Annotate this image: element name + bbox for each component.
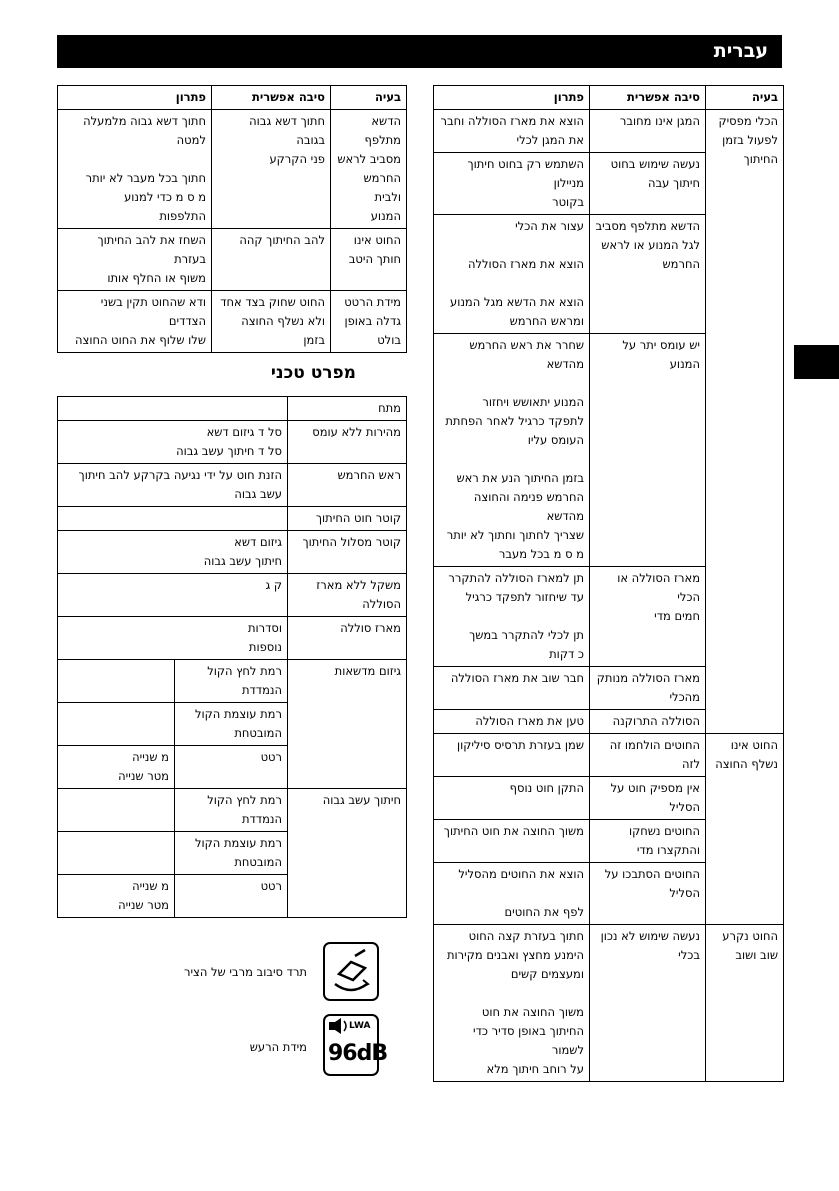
spec-value: ק ג bbox=[58, 574, 288, 617]
spec-group-label: חיתוך עשב גבוה bbox=[288, 789, 407, 918]
cause-cell: החוטים נשחקו והתקצרו מדי bbox=[590, 820, 706, 863]
spec-value bbox=[58, 397, 288, 421]
spec-label: קוטר חוט החיתוך bbox=[288, 507, 407, 531]
table-row bbox=[58, 229, 407, 291]
solution-cell: שחרר את ראש החרמש מהדשא המנוע יתאושש ויחזור לתפקד כרגיל לאחר הפחתת העומס עליו בזמן החיתוך הנע את ראש החרמש פנימה והחוצה מהדשא שצריך לחתוך וחתוך לא יותר מ ס מ בכל מעבר bbox=[434, 334, 590, 567]
spec-sub-label: רטט bbox=[175, 746, 288, 789]
table-row bbox=[434, 110, 784, 153]
spec-row bbox=[58, 464, 407, 507]
cause-cell: הסוללה התרוקנה bbox=[590, 710, 706, 734]
spec-label: מהירות ללא עומס bbox=[288, 421, 407, 464]
cause-cell: מארז הסוללה מנותק מהכלי bbox=[590, 667, 706, 710]
solution-cell: עצור את הכלי הוצא את מארז הסוללה הוצא את הדשא מגל המנוע ומראש החרמש bbox=[434, 215, 590, 334]
cause-cell: להב החיתוך קהה bbox=[212, 229, 331, 291]
specs-title: מפרט טכני bbox=[270, 363, 356, 383]
solution-cell: השחז את להב החיתוך בעזרת משוף או החלף אותו bbox=[58, 229, 212, 291]
troubleshooting-table-main bbox=[433, 85, 784, 1082]
spec-sub-label: רמת עוצמת הקול המובטחת bbox=[175, 703, 288, 746]
spec-value bbox=[58, 507, 288, 531]
cause-cell: נעשה שימוש בחוט חיתוך עבה bbox=[590, 153, 706, 215]
spec-sub-label: רמת עוצמת הקול המובטחת bbox=[175, 832, 288, 875]
noise-db-value: 96dB bbox=[328, 1041, 388, 1066]
spec-sub-value: מ שנייה מטר שנייה bbox=[58, 746, 175, 789]
spec-label: מתח bbox=[288, 397, 407, 421]
problem-cell: החוט נקרע שוב ושוב bbox=[706, 925, 784, 1082]
spec-sub-value bbox=[58, 660, 175, 703]
problem-cell: הכלי מפסיק לפעול בזמן החיתוך bbox=[706, 110, 784, 734]
problem-cell: מידת הרטט גדלה באופן בולט bbox=[331, 291, 407, 353]
table-header-row bbox=[58, 86, 407, 110]
specs-table bbox=[57, 396, 407, 918]
column-header: פתרון bbox=[434, 86, 590, 110]
solution-cell: התקן חוט נוסף bbox=[434, 777, 590, 820]
spec-sub-value bbox=[58, 703, 175, 746]
spec-row bbox=[58, 507, 407, 531]
solution-cell: תן למארז הסוללה להתקרר עד שיחזור לתפקד כרגיל תן לכלי להתקרר במשך כ דקות bbox=[434, 567, 590, 667]
solution-cell: חתוך בעזרת קצה החוט הימנע מחצץ ואבנים מקירות ומעצמים קשים משוך החוצה את חוט החיתוך באופן סדיר כדי לשמור על רוחב חיתוך מלא bbox=[434, 925, 590, 1082]
spec-row bbox=[58, 531, 407, 574]
cause-cell: אין מספיק חוט על הסליל bbox=[590, 777, 706, 820]
language-header bbox=[57, 35, 782, 68]
spec-label: משקל ללא מארז הסוללה bbox=[288, 574, 407, 617]
lwa-label: LWA bbox=[349, 1021, 371, 1031]
column-header: בעיה bbox=[706, 86, 784, 110]
spec-sub-label: רמת לחץ הקול הנמדדת bbox=[175, 660, 288, 703]
problem-cell: החוט אינו חותך היטב bbox=[331, 229, 407, 291]
solution-cell: משוך החוצה את חוט החיתוך bbox=[434, 820, 590, 863]
column-header: פתרון bbox=[58, 86, 212, 110]
solution-cell: טען את מארז הסוללה bbox=[434, 710, 590, 734]
solution-cell: חתוך דשא גבוה מלמעלה למטה חתוך בכל מעבר לא יותר מ ס מ כדי למנוע התלפפות bbox=[58, 110, 212, 229]
spec-label: קוטר מסלול החיתוך bbox=[288, 531, 407, 574]
cause-cell: החוט שחוק בצד אחד ולא נשלף החוצה בזמן bbox=[212, 291, 331, 353]
problem-cell: החוט אינו נשלף החוצה bbox=[706, 734, 784, 925]
spec-sub-label: רטט bbox=[175, 875, 288, 918]
table-row bbox=[58, 110, 407, 229]
cause-cell: נעשה שימוש לא נכון בכלי bbox=[590, 925, 706, 1082]
table-row bbox=[58, 291, 407, 353]
spec-value: וסדרות נוספות bbox=[58, 617, 288, 660]
cause-cell: הדשא מתלפף מסביב לגל המנוע או לראש החרמש bbox=[590, 215, 706, 334]
solution-cell: הוצא את מארז הסוללה וחבר את המגן לכלי bbox=[434, 110, 590, 153]
table-header-row bbox=[434, 86, 784, 110]
solution-cell: הוצא את החוטים מהסליל לפף את החוטים bbox=[434, 863, 590, 925]
spec-sub-value bbox=[58, 832, 175, 875]
spec-group-row bbox=[58, 660, 407, 703]
cause-cell: החוטים הולחמו זה לזה bbox=[590, 734, 706, 777]
cause-cell: חתוך דשא גבוה בגובה פני הקרקע bbox=[212, 110, 331, 229]
solution-cell: ודא שהחוט תקין בשני הצדדים שלו שלוף את החוט החוצה bbox=[58, 291, 212, 353]
column-header: סיבה אפשרית bbox=[590, 86, 706, 110]
troubleshooting-table-continued bbox=[57, 85, 407, 353]
noise-level-icon bbox=[323, 1014, 388, 1076]
problem-cell: הדשא מתלפף מסביב לראש החרמש ולבית המנוע bbox=[331, 110, 407, 229]
rotation-direction-label: תרד סיבוב מרבי של הציר bbox=[183, 965, 307, 979]
spec-value: סל ד גיזום דשא סל ד חיתוך עשב גבוה bbox=[58, 421, 288, 464]
rotation-direction-icon bbox=[323, 942, 379, 1001]
cause-cell: יש עומס יתר על המנוע bbox=[590, 334, 706, 567]
spec-sub-value bbox=[58, 789, 175, 832]
solution-cell: חבר שוב את מארז הסוללה bbox=[434, 667, 590, 710]
spec-row bbox=[58, 397, 407, 421]
cause-cell: מארז הסוללה או הכלי חמים מדי bbox=[590, 567, 706, 667]
solution-cell: השתמש רק בחוט חיתוך מניילון בקוטר bbox=[434, 153, 590, 215]
spec-row bbox=[58, 421, 407, 464]
spec-row bbox=[58, 574, 407, 617]
column-header: סיבה אפשרית bbox=[212, 86, 331, 110]
cause-cell: החוטים הסתבכו על הסליל bbox=[590, 863, 706, 925]
spec-sub-value: מ שנייה מטר שנייה bbox=[58, 875, 175, 918]
spec-value: גיזום דשא חיתוך עשב גבוה bbox=[58, 531, 288, 574]
column-header: בעיה bbox=[331, 86, 407, 110]
cause-cell: המגן אינו מחובר bbox=[590, 110, 706, 153]
spec-label: ראש החרמש bbox=[288, 464, 407, 507]
noise-level-label: מידת הרעש bbox=[249, 1040, 307, 1054]
spec-label: מארז סוללה bbox=[288, 617, 407, 660]
table-row bbox=[434, 925, 784, 1082]
table-row bbox=[434, 734, 784, 777]
language-title: עברית bbox=[713, 40, 768, 62]
side-tab-marker bbox=[794, 345, 839, 379]
spec-row bbox=[58, 617, 407, 660]
solution-cell: שמן בעזרת תרסיס סיליקון bbox=[434, 734, 590, 777]
spec-group-label: גיזום מדשאות bbox=[288, 660, 407, 789]
spec-sub-label: רמת לחץ הקול הנמדדת bbox=[175, 789, 288, 832]
spec-value: הזנת חוט על ידי נגיעה בקרקע להב חיתוך עשב גבוה bbox=[58, 464, 288, 507]
spec-group-row bbox=[58, 789, 407, 832]
